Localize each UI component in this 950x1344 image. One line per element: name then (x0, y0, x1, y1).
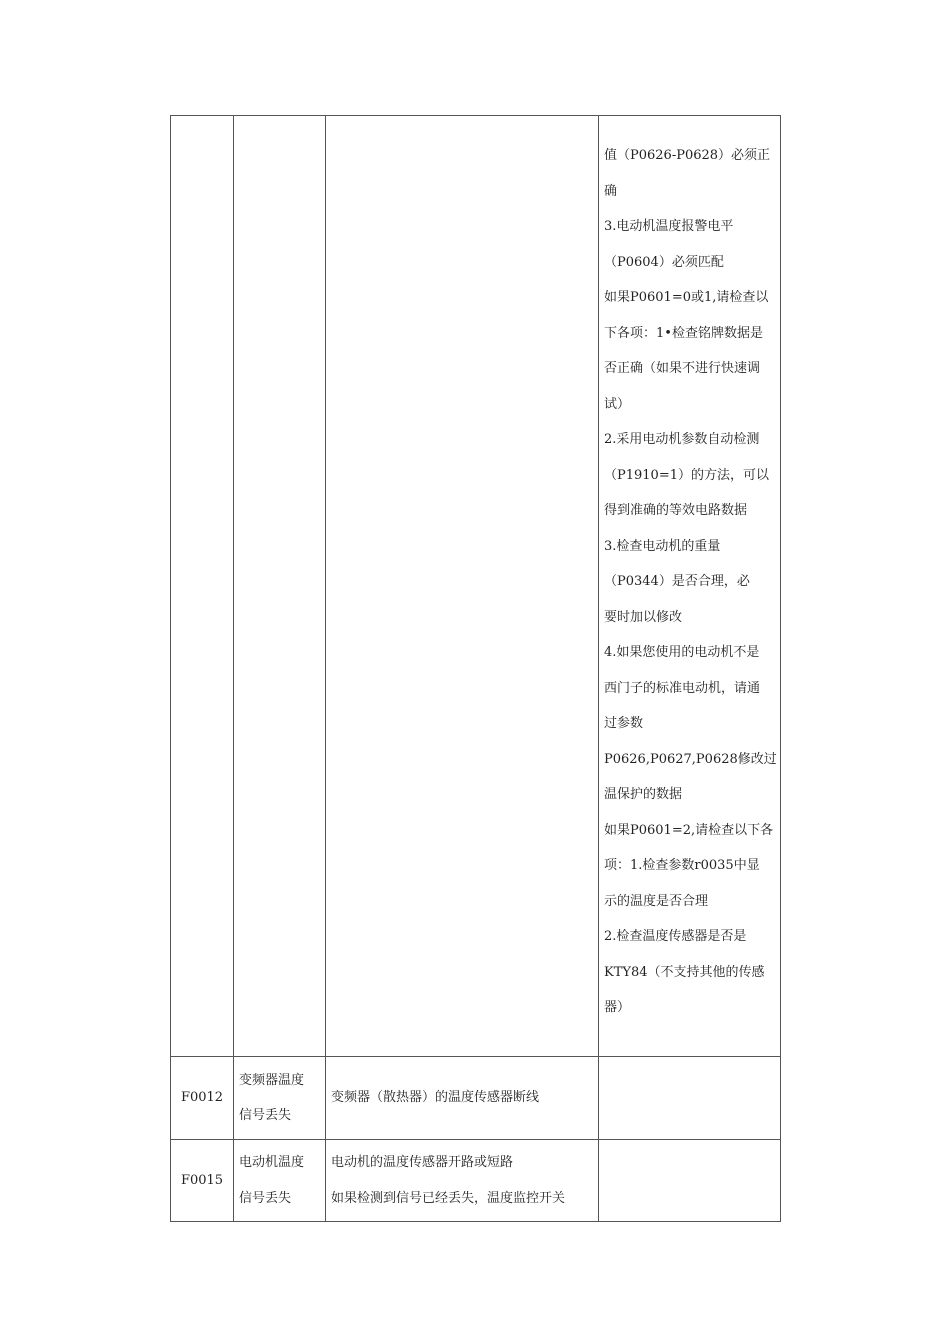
remedy-line: 4.如果您使用的电动机不是 (604, 645, 760, 660)
remedy-line: 3.电动机温度报警电平 (604, 219, 734, 234)
remedy-cell (599, 116, 781, 1057)
name-cell (234, 116, 326, 1057)
remedy-line: 西门子的标准电动机，请通 (604, 680, 761, 696)
fault-cause (326, 1057, 599, 1140)
remedy-line: 器） (604, 1000, 631, 1015)
table-row (171, 1140, 781, 1222)
remedy-line: 过参数 (604, 716, 644, 731)
fault-cause-line: 变频器（散热器）的温度传感器断线 (331, 1090, 540, 1106)
remedy-line: 得到准确的等效电路数据 (604, 503, 748, 518)
fault-name-line: 电动机温度 (239, 1155, 305, 1170)
remedy-line: 如果P0601=2,请检查以下各 (604, 822, 774, 838)
remedy-line: （P1910=1）的方法，可以 (604, 467, 769, 483)
fault-code-table (170, 115, 781, 1222)
fault-cause (326, 1140, 599, 1222)
remedy-line: 项：1.检查参数r0035中显 (604, 858, 760, 873)
fault-cause-line: 如果检测到信号已经丢失，温度监控开关 (331, 1190, 566, 1206)
fault-remedy (599, 1057, 781, 1140)
remedy-line: 要时加以修改 (604, 609, 683, 625)
remedy-line: 下各项：1•检查铭牌数据是 (604, 325, 763, 341)
fault-name-line: 信号丢失 (239, 1190, 292, 1206)
remedy-line: KTY84（不支持其他的传感 (604, 964, 765, 980)
remedy-line: P0626,P0627,P0628修改过 (604, 751, 777, 767)
remedy-line: 如果P0601=0或1,请检查以 (604, 290, 769, 305)
remedy-line: 确 (604, 183, 618, 199)
table-row (171, 1057, 781, 1140)
remedy-line: 示的温度是否合理 (604, 893, 709, 909)
remedy-line: （P0344）是否合理，必 (604, 574, 750, 589)
fault-name-line: 变频器温度 (239, 1072, 305, 1088)
remedy-line: 3.检查电动机的重量 (604, 538, 721, 554)
remedy-line: 值（P0626-P0628）必须正 (604, 148, 771, 163)
remedy-line: 试） (604, 396, 631, 412)
remedy-line: （P0604）必须匹配 (604, 254, 724, 270)
remedy-line: 否正确（如果不进行快速调 (604, 361, 761, 376)
remedy-line: 2.检查温度传感器是否是 (604, 929, 747, 944)
fault-name (234, 1057, 326, 1140)
cause-cell (326, 116, 599, 1057)
fault-cause-line: 电动机的温度传感器开路或短路 (331, 1155, 514, 1170)
fault-name (234, 1140, 326, 1222)
fault-code: F0012 (171, 1057, 234, 1140)
table-row-continued (171, 116, 781, 1057)
fault-name-line: 信号丢失 (239, 1108, 292, 1123)
code-cell (171, 116, 234, 1057)
fault-code: F0015 (171, 1140, 234, 1222)
fault-remedy (599, 1140, 781, 1222)
remedy-line: 2.采用电动机参数自动检测 (604, 432, 760, 447)
remedy-line: 温保护的数据 (604, 787, 683, 802)
